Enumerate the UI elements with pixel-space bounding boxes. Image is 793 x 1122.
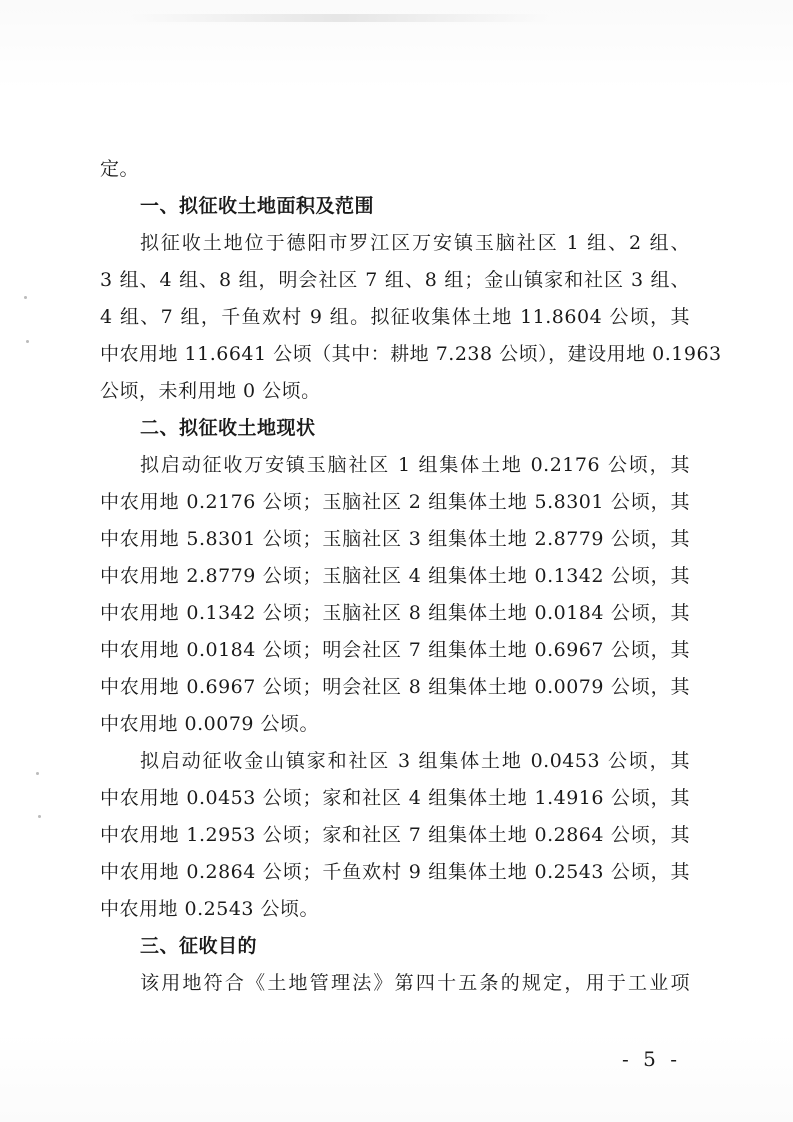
scan-artifact [130,14,550,22]
paragraph-line: 公顷，未利用地 0 公顷。 [100,380,321,402]
paragraph-line: 3 组、4 组、8 组，明会社区 7 组、8 组；金山镇家和社区 3 组、 [100,269,690,291]
paragraph-line: 中农用地 0.1342 公顷；玉脑社区 8 组集体土地 0.0184 公顷，其 [100,602,690,624]
section-heading: 三、征收目的 [140,935,258,957]
section-heading: 二、拟征收土地现状 [140,417,316,439]
paragraph-line: 中农用地 0.0079 公顷。 [100,713,320,735]
paragraph-line: 定。 [100,158,140,180]
paragraph-line: 中农用地 1.2953 公顷；家和社区 7 组集体土地 0.2864 公顷，其 [100,824,690,846]
scan-speck [24,296,27,299]
paragraph-line: 拟启动征收金山镇家和社区 3 组集体土地 0.0453 公顷，其 [140,750,690,772]
paragraph-line: 中农用地 11.6641 公顷（其中：耕地 7.238 公顷），建设用地 0.1963 [100,343,722,365]
paragraph-line: 该用地符合《土地管理法》第四十五条的规定，用于工业项 [140,972,690,994]
scan-speck [26,340,29,343]
page-number: - 5 - [622,1047,681,1071]
paragraph-line: 4 组、7 组，千鱼欢村 9 组。拟征收集体土地 11.8604 公顷，其 [100,306,690,328]
paragraph-line: 中农用地 2.8779 公顷；玉脑社区 4 组集体土地 0.1342 公顷，其 [100,565,690,587]
paragraph-line: 中农用地 0.2176 公顷；玉脑社区 2 组集体土地 5.8301 公顷，其 [100,491,690,513]
paragraph-line: 拟启动征收万安镇玉脑社区 1 组集体土地 0.2176 公顷，其 [140,454,690,476]
paragraph-line: 中农用地 0.2864 公顷；千鱼欢村 9 组集体土地 0.2543 公顷，其 [100,861,690,883]
paragraph-line: 中农用地 0.0184 公顷；明会社区 7 组集体土地 0.6967 公顷，其 [100,639,690,661]
paragraph-line: 拟征收土地位于德阳市罗江区万安镇玉脑社区 1 组、2 组、 [140,232,690,254]
document-body [100,151,722,1002]
paragraph-line: 中农用地 0.6967 公顷；明会社区 8 组集体土地 0.0079 公顷，其 [100,676,690,698]
paragraph-line: 中农用地 5.8301 公顷；玉脑社区 3 组集体土地 2.8779 公顷，其 [100,528,690,550]
paragraph-line: 中农用地 0.0453 公顷；家和社区 4 组集体土地 1.4916 公顷，其 [100,787,690,809]
paragraph-line: 中农用地 0.2543 公顷。 [100,898,320,920]
section-heading: 一、拟征收土地面积及范围 [140,195,375,217]
scan-speck [38,815,41,818]
scan-speck [36,772,39,775]
